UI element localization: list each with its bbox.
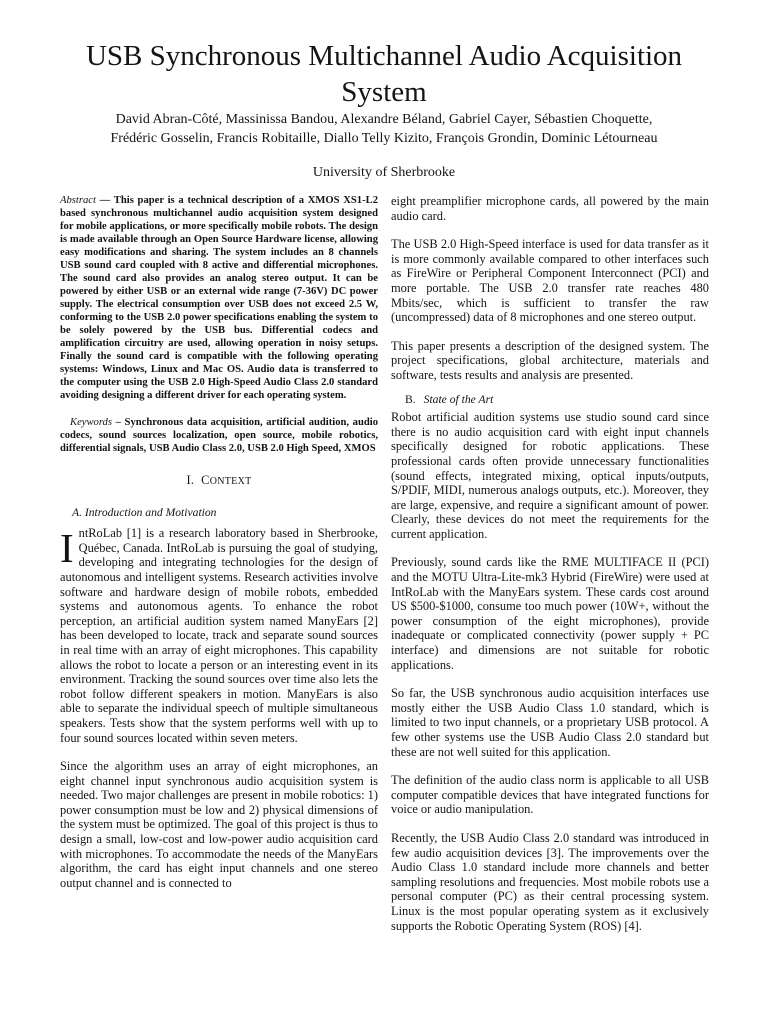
- section-title-first: C: [201, 473, 210, 487]
- abstract: [60, 194, 378, 402]
- intro-paragraph-1-text: ntRoLab [1] is a research laboratory based in Sherbrooke, Québec, Canada. IntRoLab is pursuing the goal of studying, developing and integrating technologies for the design of autonomous and intelligent systems. Research activities involve software and hardware design of mobile robots, embedded systems and autonomous agents. To enhance the robot perception, an artificial audition system named ManyEars [2] has been developed to locate, track and separate sound sources in real time with an array of eight microphones. This capability allows the robot to locate a person or an interesting event in its environment. Tracking the sound sources over time also lets the robot follow different speakers in motion. ManyEars is also able to separate the individual speech of multiple simultaneous speakers. Tests show that the system performs well with up to four sound sources located within seven meters.: [60, 526, 378, 745]
- authors-line-1: David Abran-Côté, Massinissa Bandou, Alexandre Béland, Gabriel Cayer, Sébastien Choquette,: [115, 112, 653, 127]
- subsection-heading-intro: A. Introduction and Motivation: [72, 505, 217, 519]
- subsection-title: State of the Art: [423, 392, 494, 406]
- right-paragraph-6: So far, the USB synchronous audio acquisition interfaces use mostly either the USB Audio Class 1.0 standard, which is limited to two input channels, or a proprietary USB protocol. A few other systems use the USB Audio Class 2.0 standard but these are not well suited for this application.: [391, 686, 709, 759]
- right-paragraph-2: The USB 2.0 High-Speed interface is used for data transfer as it is more commonly available compared to other interfaces such as FireWire or Peripheral Component Interconnect (PCI) and more portable. The USB 2.0 transfer rate reaches 480 Mbits/sec, which is sufficient to transfer the raw (uncompressed) data of 8 microphones and one stereo output.: [391, 237, 709, 325]
- subsection-heading-state-of-art: [405, 393, 709, 408]
- right-paragraph-5: Previously, sound cards like the RME MULTIFACE II (PCI) and the MOTU Ultra-Lite-mk3 Hybrid (FireWire) were used at IntRoLab with the ManyEars system. These cards cost around US $500-$1000, consume too much power (10W+, without the power consumption of the eight microphones), provide inadequate or complicated connectivity (power supply + PC interface) and dimensions are not suitable for robotic applications.: [391, 555, 709, 672]
- paper-title: USB Synchronous Multichannel Audio Acquisition System: [85, 40, 683, 108]
- right-column: [391, 194, 709, 933]
- intro-paragraph-1: [60, 526, 378, 745]
- left-column: [60, 194, 378, 890]
- right-paragraph-7: The definition of the audio class norm is applicable to all USB computer compatible devices that have integrated functions for voice or audio manipulation.: [391, 773, 709, 817]
- affiliation: University of Sherbrooke: [312, 165, 456, 180]
- right-paragraph-4: Robot artificial audition systems use studio sound card since there is no audio acquisition card with eight input channels specifically designed for robotic applications. These professional cards often provide unnecessary functionalities (sound effects, integrated mixing, optical inputs/outputs, S/PDIF, MIDI, numerous analogs outputs, etc.). Moreover, they are large, expensive, and require a significant amount of power. Clearly, these devices do not meet the requirements for the current application.: [391, 410, 709, 541]
- abstract-text: This paper is a technical description of a XMOS XS1-L2 based synchronous multichannel audio acquisition system designed for mobile applications, or more specifically mobile robots. The design is made available through an Open Source Hardware license, allowing easy modifications and sharing. The system includes an 8 channels USB sound card coupled with 8 active and differential microphones. The sound card also provides an analog stereo output. It can be powered by either USB or an external wide range (7-36V) DC power supply. The electrical consumption over USB does not exceed 2.5 W, conforming to the USB 2.0 power specifications enabling the system to be solely powered by the USB bus. Differential codecs and amplification circuitry are used, allowing operation in noisy setups. Finally the sound card is compatible with the following operating systems: Windows, Linux and Mac OS. Audio data is transferred to the computer using the USB 2.0 High-Speed Audio Class 2.0 standard avoiding designing a different driver for each operating system.: [60, 195, 378, 401]
- intro-paragraph-2: Since the algorithm uses an array of eight microphones, an eight channel input synchronous audio acquisition system is needed. Two major challenges are present in mobile robotics: 1) power consumption must be low and 2) physical dimensions of the system must be optimized. The goal of this project is thus to design a small, low-cost and low-power audio acquisition card with microphones. To accommodate the needs of the ManyEars algorithm, the card has eight input channels and one stereo output channel and is connected to: [60, 759, 378, 890]
- right-paragraph-1: eight preamplifier microphone cards, all powered by the main audio card.: [391, 194, 709, 223]
- keywords-text: Synchronous data acquisition, artificial audition, audio codecs, sound sources localization, open source, mobile robotics, differential signals, USB Audio Class 2.0, USB 2.0 High Speed, XMOS: [60, 417, 378, 454]
- subsection-label: B.: [405, 392, 416, 406]
- section-title-rest: ONTEXT: [209, 476, 252, 487]
- section-heading-context: [60, 473, 378, 490]
- keywords: [60, 416, 378, 455]
- section-number: I.: [186, 473, 195, 487]
- keywords-dash: –: [111, 417, 125, 428]
- right-paragraph-8: Recently, the USB Audio Class 2.0 standard was introduced in few audio acquisition devices [3]. The improvements over the Audio Class 1.0 standard include more channels and better sampling resolutions and frequencies. Most mobile robots use a personal computer (PC) as their central processing system. Linux is the most popular operating system as it exclusively supports the Robotic Operating System (ROS) [4].: [391, 830, 709, 933]
- drop-cap: I: [60, 525, 74, 572]
- keywords-label: Keywords: [70, 417, 112, 428]
- author-list: [40, 110, 728, 148]
- authors-line-2: Frédéric Gosselin, Francis Robitaille, Diallo Telly Kizito, François Grondin, Dominic Létourneau: [110, 131, 658, 146]
- abstract-label: Abstract: [60, 195, 96, 206]
- right-paragraph-3: This paper presents a description of the designed system. The project specifications, global architecture, materials and software, tests results and analysis are presented.: [391, 338, 709, 382]
- abstract-dash: —: [95, 195, 114, 206]
